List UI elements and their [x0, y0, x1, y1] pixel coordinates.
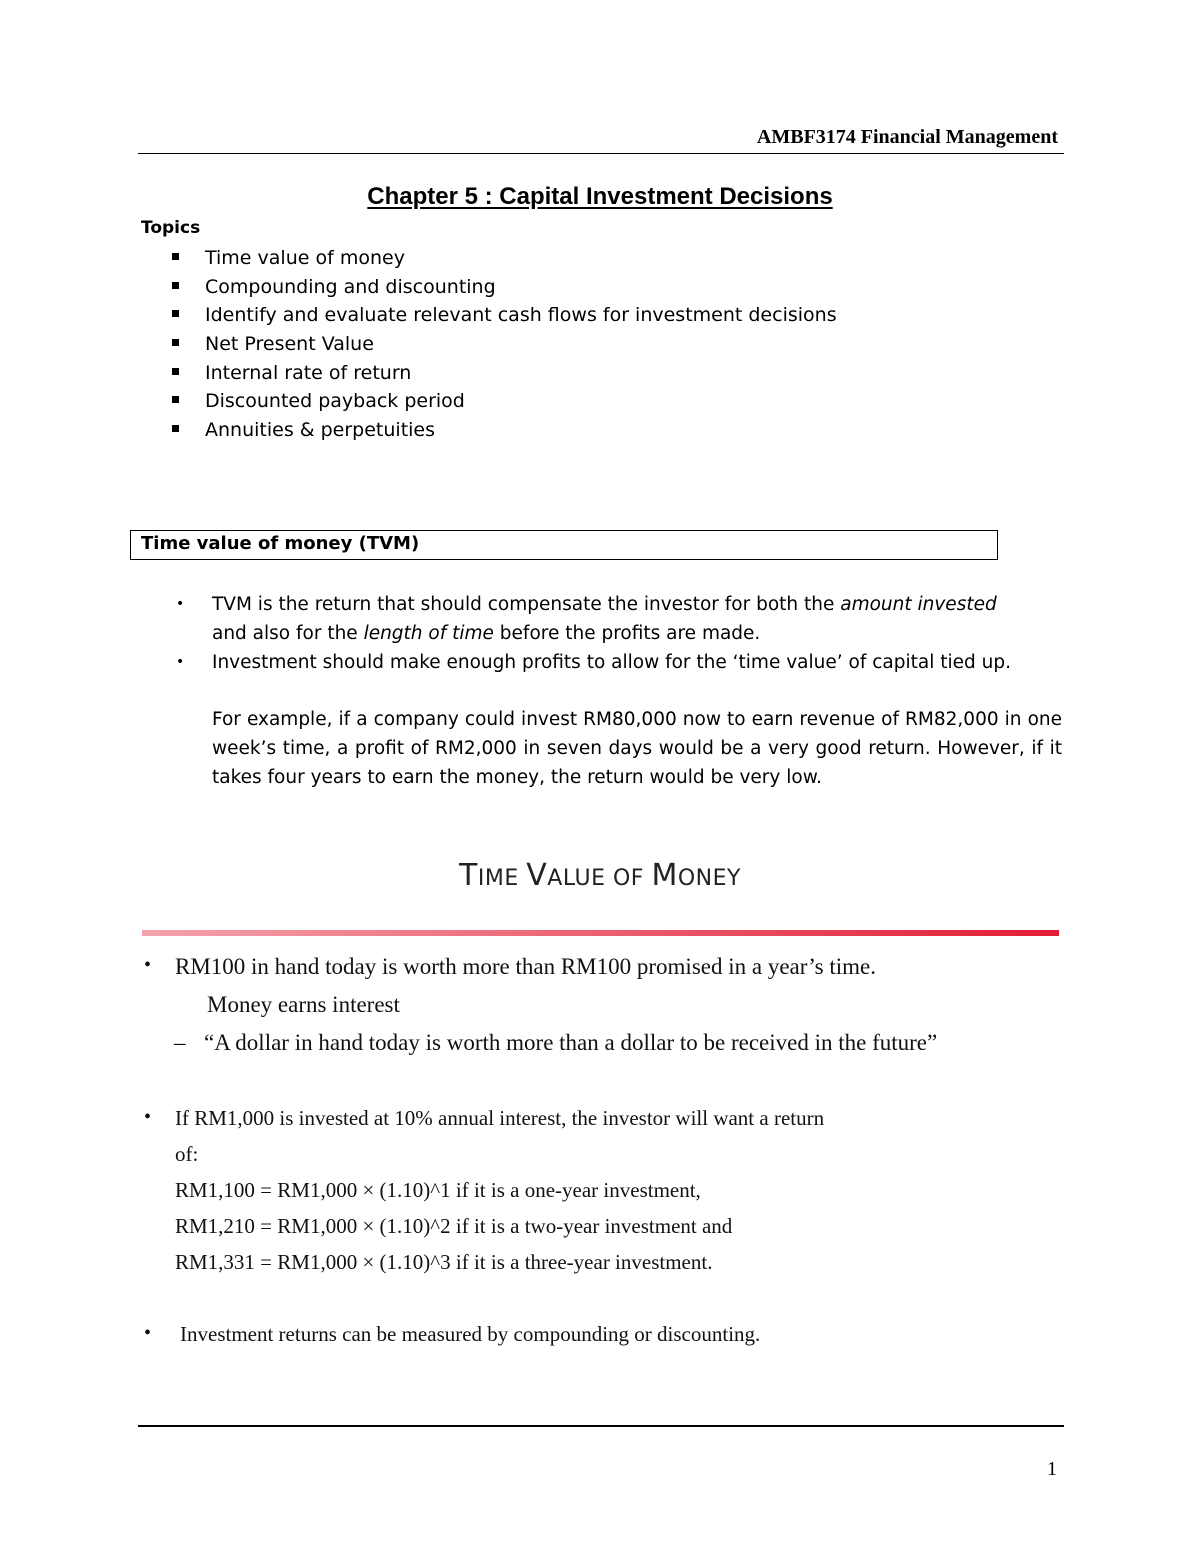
slide-line-7: RM1,210 = RM1,000 × (1.10)^2 if it is a two-year investment and: [175, 1214, 733, 1238]
slide-bullet-icon: •: [144, 1322, 152, 1344]
slide-dash-icon: –: [174, 1030, 186, 1055]
topic-item: Discounted payback period: [172, 387, 837, 416]
square-bullet-icon: [172, 339, 179, 346]
tvm-example-paragraph: For example, if a company could invest RM80,000 now to earn revenue of RM82,000 in one week’s time, a profit of RM2,000 in seven days would be a very good return. However, if it takes four years to earn the money, the return would be very low.: [212, 709, 1062, 788]
bullet-dot-icon: •: [176, 596, 185, 612]
slide-line-8: RM1,331 = RM1,000 × (1.10)^3 if it is a three-year investment.: [175, 1250, 713, 1274]
slide-line-3: “A dollar in hand today is worth more than a dollar to be received in the future”: [204, 1030, 938, 1055]
slide-line-5: of:: [175, 1142, 199, 1166]
square-bullet-icon: [172, 282, 179, 289]
slide-bullet-icon: •: [144, 954, 152, 976]
topics-list: [172, 244, 837, 445]
topic-item: Net Present Value: [172, 330, 837, 359]
slide-line-1: RM100 in hand today is worth more than RM100 promised in a year’s time.: [175, 954, 876, 979]
tvm-bullet-2: • Investment should make enough profits to allow for the ‘time value’ of capital tied up.: [172, 648, 1062, 677]
square-bullet-icon: [172, 396, 179, 403]
slide-line-6: RM1,100 = RM1,000 × (1.10)^1 if it is a one-year investment,: [175, 1178, 701, 1202]
square-bullet-icon: [172, 368, 179, 375]
topic-item: Compounding and discounting: [172, 273, 837, 302]
running-header: AMBF3174 Financial Management: [756, 126, 1058, 148]
square-bullet-icon: [172, 253, 179, 260]
topic-item: Identify and evaluate relevant cash flows for investment decisions: [172, 301, 837, 330]
bullet-dot-icon: •: [176, 654, 185, 670]
header-rule: [138, 153, 1064, 154]
tvm-section-heading: Time value of money (TVM): [141, 533, 420, 554]
square-bullet-icon: [172, 425, 179, 432]
slide-line-4: If RM1,000 is invested at 10% annual interest, the investor will want a return: [175, 1106, 825, 1130]
tvm-section-heading-box: [130, 530, 998, 560]
topic-item: Annuities & perpetuities: [172, 416, 837, 445]
slide-title: TIME VALUE OF MONEY: [459, 858, 741, 893]
topic-item: Time value of money: [172, 244, 837, 273]
topics-heading: Topics: [141, 218, 201, 238]
slide-line-9: Investment returns can be measured by compounding or discounting.: [180, 1322, 761, 1346]
tvm-bullet-1: • TVM is the return that should compensate the investor for both the amount invested and also for the length of time before the profits are made.: [172, 590, 1062, 648]
topic-item: Internal rate of return: [172, 359, 837, 388]
page-number: 1: [1047, 1458, 1057, 1480]
slide-line-2: Money earns interest: [207, 992, 400, 1017]
slide-bullet-icon: •: [144, 1106, 152, 1128]
footer-rule: [138, 1425, 1064, 1427]
slide-accent-rule: [142, 930, 1059, 936]
tvm-section-body: [172, 590, 1062, 792]
chapter-title: Chapter 5 : Capital Investment Decisions: [367, 183, 833, 210]
square-bullet-icon: [172, 310, 179, 317]
